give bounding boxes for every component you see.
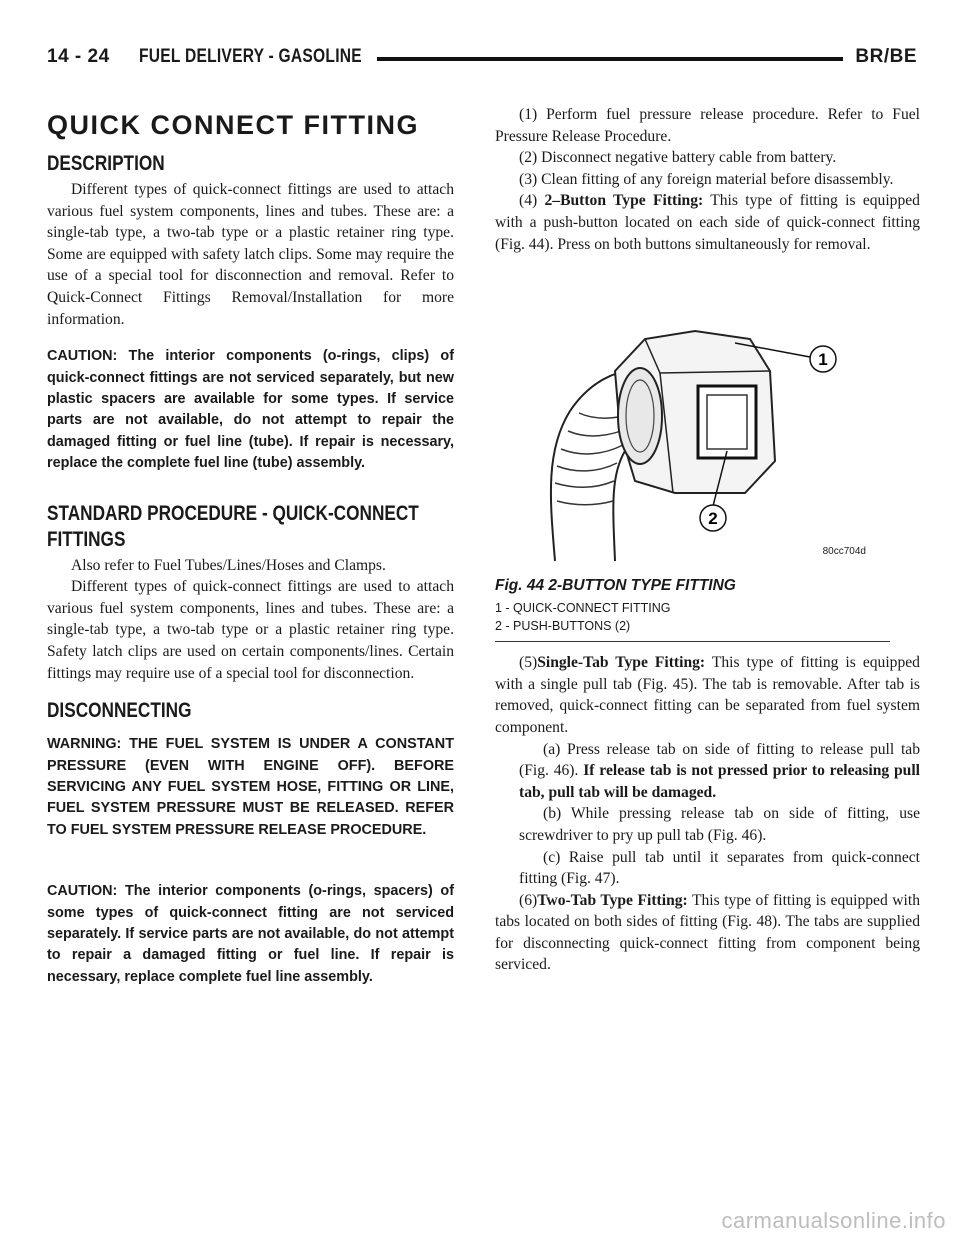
step-5-number: (5) — [519, 654, 538, 672]
watermark: carmanualsonline.info — [721, 1208, 946, 1233]
quick-connect-fitting-illustration — [495, 261, 920, 573]
callout-1: 1 — [818, 350, 828, 370]
step-6-number: (6) — [519, 891, 538, 909]
step-4 — [495, 190, 920, 255]
figure-44 — [495, 261, 920, 573]
left-column — [47, 104, 454, 988]
caution-interior-components: CAUTION: The interior components (o-rings, clips) of quick-connect fittings are not serviced separately, but new plastic spacers are available for some types. If service parts are not available, do not attempt to repair the damaged fitting or fuel line (tube). If repair is necessary, replace the complete fuel line (tube) assembly. — [47, 348, 454, 472]
step-5c: (c) Raise pull tab until it separates from quick-connect fitting (Fig. 47). — [519, 848, 920, 888]
step-3: (3) Clean fitting of any foreign material before disassembly. — [519, 170, 894, 188]
step-5b: (b) While pressing release tab on side of fitting, use screwdriver to pry up pull tab (Fig. 46). — [519, 805, 920, 844]
figure-code: 80cc704d — [822, 546, 866, 558]
step-4-number: (4) — [519, 192, 538, 210]
step-6-title: Two-Tab Type Fitting: — [537, 891, 688, 909]
figure-rule — [495, 641, 890, 642]
step-1: (1) Perform fuel pressure release procedure. Refer to Fuel Pressure Release Procedure. — [495, 106, 920, 145]
step-4-title: 2–Button Type Fitting: — [544, 192, 704, 210]
header-rule — [377, 57, 843, 61]
warning-fuel-pressure: WARNING: THE FUEL SYSTEM IS UNDER A CONSTANT PRESSURE (EVEN WITH ENGINE OFF). BEFORE SERVICING ANY FUEL SYSTEM HOSE, FITTING OR LINE, FUEL SYSTEM PRESSURE MUST BE RELEASED. REFER TO FUEL SYSTEM PRESSURE RELEASE PROCEDURE. — [47, 736, 454, 838]
main-title: QUICK CONNECT FITTING — [47, 110, 419, 140]
step-6 — [495, 890, 920, 976]
description-heading: DESCRIPTION — [47, 152, 165, 175]
step-5-title: Single-Tab Type Fitting: — [537, 654, 706, 672]
right-column — [495, 104, 920, 976]
page-header — [47, 46, 917, 76]
caution-spacers: CAUTION: The interior components (o-rings, spacers) of some types of quick-connect fitting are not serviced separately. If service parts are not available, do not attempt to repair a damaged fitting or fuel line. If repair is necessary, replace complete fuel line assembly. — [47, 883, 454, 985]
step-4-text: This type of fitting is equipped with a push-button located on each side of quick-connect fitting (Fig. 44). Press on both buttons simultaneously for removal. — [495, 192, 920, 253]
legend-item-1: 1 - QUICK-CONNECT FITTING — [495, 601, 671, 616]
standard-procedure-p2: Different types of quick-connect fittings are used to attach various fuel system components, lines and tubes. These are: a single-tab type, a two-tab type or a plastic retainer ring type. Safety latch clips are used on certain components/lines. Certain fittings may require use of a special tool for disconnection. — [47, 578, 454, 682]
step-5a-text: (a) Press release tab on side of fitting to release pull tab (Fig. 46). — [519, 740, 920, 780]
callout-2: 2 — [708, 509, 718, 529]
step-6-text: This type of fitting is equipped with tabs located on both sides of fitting (Fig. 48). The tabs are supplied for disconnecting quick-connect fitting from component being serviced. — [495, 891, 920, 974]
step-5a — [519, 739, 920, 804]
figure-caption: Fig. 44 2-BUTTON TYPE FITTING — [495, 577, 736, 595]
disconnecting-heading: DISCONNECTING — [47, 699, 192, 723]
step-5-text: This type of fitting is equipped with a single pull tab (Fig. 45). The tab is removable. After tab is removed, quick-connect fitting can be separated from fuel system component. — [495, 654, 920, 736]
section-title: FUEL DELIVERY - GASOLINE — [139, 46, 362, 67]
step-5 — [495, 652, 920, 738]
step-2: (2) Disconnect negative battery cable from battery. — [519, 149, 837, 167]
legend-item-2: 2 - PUSH-BUTTONS (2) — [495, 619, 631, 634]
step-5a-warning: If release tab is not pressed prior to releasing pull tab, pull tab will be damaged. — [519, 762, 920, 801]
standard-procedure-p1: Also refer to Fuel Tubes/Lines/Hoses and Clamps. — [71, 556, 386, 574]
standard-procedure-heading: STANDARD PROCEDURE - QUICK-CONNECT FITTINGS — [47, 501, 419, 551]
description-text: Different types of quick-connect fittings are used to attach various fuel system components, lines and tubes. These are: a single-tab type, a two-tab type or a plastic retainer ring type. Some are equipped with safety latch clips. Some may require the use of a special tool for disconnection and removal. Refer to Quick-Connect Fittings Removal/Installation for more information. — [47, 181, 454, 328]
page-number: 14 - 24 — [47, 46, 110, 67]
model-code: BR/BE — [855, 46, 917, 67]
